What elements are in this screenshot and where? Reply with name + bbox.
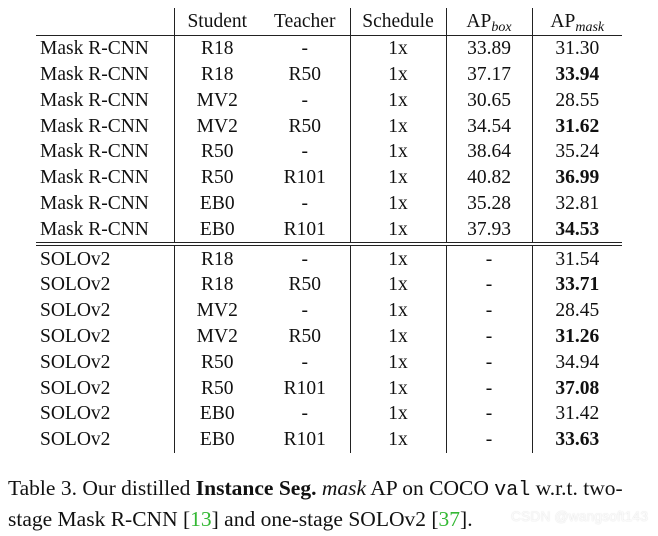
cell-student: MV2 — [174, 324, 260, 350]
cell-ap-mask: 34.94 — [532, 350, 622, 376]
cell-schedule: 1x — [350, 427, 446, 453]
cell-method: Mask R-CNN — [40, 89, 149, 111]
cell-teacher: - — [301, 403, 308, 425]
cell-method: SOLOv2 — [40, 403, 111, 425]
cell-method: Mask R-CNN — [40, 192, 149, 214]
cell-ap-box: 30.65 — [446, 88, 532, 114]
cell-student: MV2 — [174, 298, 260, 324]
cell-student: EB0 — [174, 191, 260, 217]
cell-method: SOLOv2 — [40, 429, 111, 451]
cell-student: R50 — [174, 165, 260, 191]
caption-text-2: AP on COCO — [366, 476, 495, 500]
cell-student: EB0 — [174, 427, 260, 453]
cell-schedule: 1x — [350, 217, 446, 245]
table-row — [36, 350, 622, 376]
cell-ap-box: - — [446, 427, 532, 453]
cell-schedule: 1x — [350, 139, 446, 165]
cell-student: R18 — [174, 36, 260, 62]
citation-link-13[interactable]: 13 — [190, 507, 212, 531]
cell-ap-box: 37.93 — [446, 217, 532, 245]
cell-ap-box: 37.17 — [446, 62, 532, 88]
caption-text-1: Our distilled — [76, 476, 196, 500]
cell-method: SOLOv2 — [40, 300, 111, 322]
header-ap-mask-base: AP — [550, 10, 576, 32]
cell-teacher: R50 — [288, 63, 321, 85]
cell-ap-mask: 37.08 — [532, 375, 622, 401]
cell-ap-mask: 31.54 — [532, 244, 622, 272]
cell-schedule: 1x — [350, 272, 446, 298]
table-row — [36, 401, 622, 427]
cell-method: Mask R-CNN — [40, 141, 149, 163]
cell-teacher: - — [301, 141, 308, 163]
table-row — [36, 244, 622, 272]
cell-teacher: - — [301, 351, 308, 373]
cell-schedule: 1x — [350, 244, 446, 272]
cell-teacher: - — [301, 38, 308, 60]
cell-ap-mask: 28.55 — [532, 88, 622, 114]
table-row — [36, 272, 622, 298]
cell-schedule: 1x — [350, 324, 446, 350]
results-table — [36, 8, 622, 453]
table-row — [36, 36, 622, 62]
cell-teacher: R50 — [288, 274, 321, 296]
cell-ap-box: 38.64 — [446, 139, 532, 165]
cell-ap-mask: 31.26 — [532, 324, 622, 350]
cell-schedule: 1x — [350, 165, 446, 191]
cell-teacher: - — [301, 192, 308, 214]
cell-teacher: - — [260, 244, 350, 272]
cell-ap-box: 35.28 — [446, 191, 532, 217]
table-caption — [8, 474, 653, 534]
cell-student: R18 — [174, 272, 260, 298]
cell-ap-mask: 34.53 — [532, 217, 622, 245]
cell-teacher: R101 — [283, 377, 326, 399]
header-schedule: Schedule — [350, 8, 446, 36]
cell-schedule: 1x — [350, 375, 446, 401]
cell-schedule: 1x — [350, 62, 446, 88]
cell-student: R18 — [174, 244, 260, 272]
table-row — [36, 139, 622, 165]
cell-schedule: 1x — [350, 88, 446, 114]
cell-ap-mask: 28.45 — [532, 298, 622, 324]
cell-student: R50 — [174, 139, 260, 165]
table-row — [36, 165, 622, 191]
table-row — [36, 62, 622, 88]
table-row — [36, 375, 622, 401]
cell-teacher: R50 — [288, 115, 321, 137]
header-ap-box — [446, 8, 532, 36]
cell-ap-box: 34.54 — [446, 113, 532, 139]
header-row — [36, 8, 622, 36]
header-ap-box-base: AP — [466, 10, 492, 32]
caption-mono: val — [494, 479, 531, 502]
cell-method: Mask R-CNN — [40, 218, 149, 240]
cell-ap-box: - — [446, 350, 532, 376]
cell-ap-box: 40.82 — [446, 165, 532, 191]
cell-teacher: R101 — [283, 167, 326, 189]
cell-schedule: 1x — [350, 191, 446, 217]
cell-teacher: R101 — [283, 218, 326, 240]
cell-ap-mask: 33.94 — [532, 62, 622, 88]
cell-schedule: 1x — [350, 401, 446, 427]
cell-schedule: 1x — [350, 298, 446, 324]
cell-student: R18 — [174, 62, 260, 88]
header-ap-box-sub: box — [491, 19, 512, 35]
caption-text-3: w.r.t. two-stage Mask R-CNN [ — [8, 476, 623, 531]
citation-link-37[interactable]: 37 — [438, 507, 461, 531]
table-row — [36, 217, 622, 245]
cell-ap-mask: 33.63 — [532, 427, 622, 453]
cell-ap-box: - — [446, 324, 532, 350]
cell-ap-box: - — [446, 375, 532, 401]
table-row — [36, 113, 622, 139]
cell-student: MV2 — [174, 88, 260, 114]
cell-method: Mask R-CNN — [40, 63, 149, 85]
table-row — [36, 427, 622, 453]
caption-text-5: ]. — [460, 507, 473, 531]
cell-teacher: - — [301, 89, 308, 111]
header-teacher: Teacher — [274, 10, 336, 32]
caption-text-4: ] and one-stage SOLOv2 [ — [211, 507, 439, 531]
caption-italic: mask — [321, 476, 367, 500]
cell-method: SOLOv2 — [40, 377, 111, 399]
cell-student: R50 — [174, 375, 260, 401]
cell-teacher: R101 — [283, 429, 326, 451]
cell-student: MV2 — [174, 113, 260, 139]
cell-ap-box: 33.89 — [446, 36, 532, 62]
header-ap-mask-sub: mask — [575, 19, 605, 35]
cell-method: SOLOv2 — [40, 351, 111, 373]
caption-label: Table 3. — [8, 476, 77, 500]
cell-method: SOLOv2 — [40, 274, 111, 296]
cell-method: SOLOv2 — [40, 325, 111, 347]
cell-ap-box: - — [446, 244, 532, 272]
cell-ap-mask: 33.71 — [532, 272, 622, 298]
cell-schedule: 1x — [350, 113, 446, 139]
cell-method: Mask R-CNN — [40, 115, 149, 137]
watermark: CSDN @wangsoft143 — [510, 508, 648, 524]
table-body — [36, 36, 622, 453]
cell-method: Mask R-CNN — [40, 38, 149, 60]
caption-bold: Instance Seg. — [195, 476, 317, 500]
table-row — [36, 191, 622, 217]
cell-ap-mask: 31.62 — [532, 113, 622, 139]
cell-teacher: R50 — [288, 325, 321, 347]
cell-ap-mask: 31.30 — [532, 36, 622, 62]
cell-method: Mask R-CNN — [40, 167, 149, 189]
cell-ap-mask: 32.81 — [532, 191, 622, 217]
cell-teacher: - — [301, 300, 308, 322]
cell-student: EB0 — [174, 401, 260, 427]
cell-ap-mask: 35.24 — [532, 139, 622, 165]
header-student: Student — [174, 8, 260, 36]
results-table-container — [36, 8, 622, 453]
cell-student: R50 — [174, 350, 260, 376]
cell-ap-box: - — [446, 298, 532, 324]
table-row — [36, 88, 622, 114]
cell-student: EB0 — [174, 217, 260, 245]
cell-schedule: 1x — [350, 350, 446, 376]
table-row — [36, 298, 622, 324]
cell-schedule: 1x — [350, 36, 446, 62]
cell-ap-mask: 31.42 — [532, 401, 622, 427]
table-row — [36, 324, 622, 350]
header-ap-mask — [532, 8, 622, 36]
cell-ap-box: - — [446, 272, 532, 298]
cell-method: SOLOv2 — [36, 244, 174, 272]
cell-ap-box: - — [446, 401, 532, 427]
header-method — [36, 8, 174, 36]
cell-ap-mask: 36.99 — [532, 165, 622, 191]
